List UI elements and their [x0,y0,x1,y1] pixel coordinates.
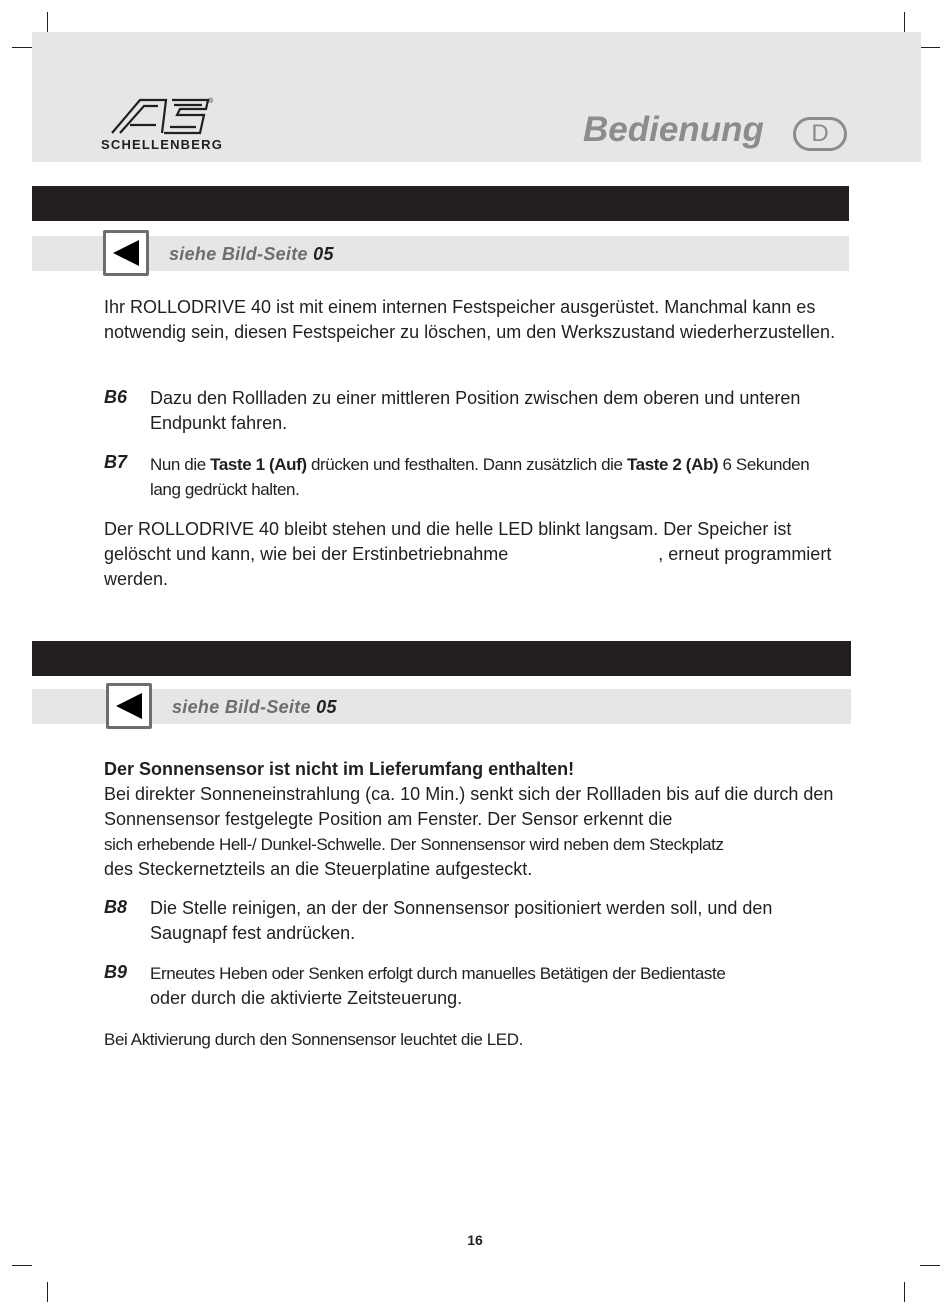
crop-mark [47,1282,48,1302]
step-label: B6 [104,387,128,407]
reference-label: siehe Bild-Seite [169,244,308,264]
key-name: Taste 2 (Ab) [626,455,719,474]
step-text: oder durch die aktivierte Zeitsteuerung. [150,988,463,1008]
svg-text:®: ® [208,98,214,105]
step-label: B7 [104,452,128,472]
outro-paragraph: Bei Aktivierung durch den Sonnensensor leuchtet die LED. [104,1030,523,1049]
outro-paragraph [104,517,854,592]
intro-paragraph: sich erhebende Hell-/ Dunkel-Schwelle. Der Sonnensensor wird neben dem Steckplatz [104,835,724,854]
intro-paragraph: Bei direkter Sonneneinstrahlung (ca. 10 Min.) senkt sich der Rollladen bis auf die durch den Sonnensensor festgelegte Position am Fenster. Der Sensor erkennt die [104,784,834,829]
intro-paragraph: Ihr ROLLODRIVE 40 ist mit einem internen Festspeicher ausgerüstet. Manchmal kann es notwendig sein, diesen Festspeicher zu löschen, um den Werkszustand wiederherzustellen. [104,297,836,342]
step-label: B9 [104,962,128,982]
brand-name: SCHELLENBERG [101,137,224,152]
reference-back-button[interactable] [106,683,152,729]
section-bar [32,641,851,676]
crop-mark [904,12,905,32]
notice-heading: Der Sonnensensor ist nicht im Lieferumfang enthalten! [104,759,575,779]
crop-mark [920,47,940,48]
outro-text-part: , erneut programmiert werden. [104,544,832,589]
reference-back-button[interactable] [103,230,149,276]
crop-mark [12,1265,32,1266]
key-name: Taste 1 (Auf) [210,455,307,474]
step-text: Dazu den Rollladen zu einer mittleren Position zwischen dem oberen und unteren Endpunkt fahren. [150,388,801,433]
step-text: Die Stelle reinigen, an der der Sonnensensor positioniert werden soll, und den Saugnapf fest andrücken. [150,898,773,943]
language-badge: D [793,117,847,151]
section-bar [32,186,849,221]
page-title: Bedienung [583,110,764,149]
intro-paragraph: des Steckernetzteils an die Steuerplatine aufgesteckt. [104,859,533,879]
step-label: B8 [104,897,128,917]
arrow-left-icon [115,692,143,720]
step-text-part: Nun die [150,455,211,474]
reference-label: siehe Bild-Seite [172,697,311,717]
reference-band [32,689,851,724]
step-text: Erneutes Heben oder Senken erfolgt durch manuelles Betätigen der Bedientaste [150,964,726,983]
reference-text [172,697,337,718]
crop-mark [12,47,32,48]
outro-text-part: Der ROLLODRIVE 40 bleibt stehen und die helle LED blinkt langsam. Der Speicher ist gelöscht und kann, wie bei der Erstinbetriebnahme [104,519,792,564]
reference-page-number: 05 [316,697,337,717]
arrow-left-icon [112,239,140,267]
reference-band [32,236,849,271]
reference-page-number: 05 [313,244,334,264]
page-number: 16 [467,1232,483,1248]
reference-text [169,244,334,265]
step-text-part: drücken und festhalten. Dann zusätzlich die [306,455,627,474]
crop-mark [904,1282,905,1302]
step-text-part: 6 Sekunden lang gedrückt halten. [150,455,810,499]
crop-mark [920,1265,940,1266]
crop-mark [47,12,48,32]
step-text [150,452,840,502]
